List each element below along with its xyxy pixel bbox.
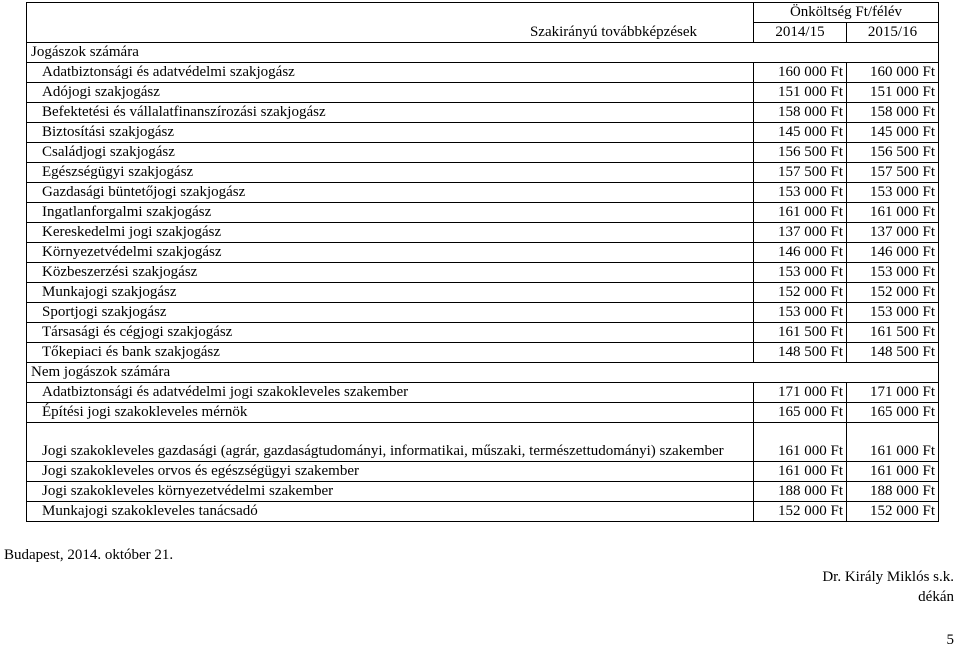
signature-block xyxy=(822,567,954,607)
fee-2014-15-cell: 161 500 Ft xyxy=(754,323,847,343)
table-title: Szakirányú továbbképzések xyxy=(27,23,754,43)
program-name-cell: Ingatlanforgalmi szakjogász xyxy=(27,203,754,223)
program-name-cell: Egészségügyi szakjogász xyxy=(27,163,754,183)
fee-2015-16-cell: 151 000 Ft xyxy=(847,83,939,103)
program-name-cell: Jogi szakokleveles környezetvédelmi szakember xyxy=(27,482,754,502)
fee-2014-15-cell: 146 000 Ft xyxy=(754,243,847,263)
table-row xyxy=(27,263,939,283)
fee-2014-15-cell: 157 500 Ft xyxy=(754,163,847,183)
program-name-cell: Környezetvédelmi szakjogász xyxy=(27,243,754,263)
table-row xyxy=(27,502,939,522)
fee-2015-16-cell: 145 000 Ft xyxy=(847,123,939,143)
fee-2014-15-cell: 161 000 Ft xyxy=(754,423,847,462)
fee-2015-16-cell: 148 500 Ft xyxy=(847,343,939,363)
fee-2014-15-cell: 161 000 Ft xyxy=(754,203,847,223)
fee-2014-15-cell: 152 000 Ft xyxy=(754,283,847,303)
signer-title: dékán xyxy=(918,589,954,605)
page-number: 5 xyxy=(946,632,954,648)
section-header-row xyxy=(27,43,939,63)
fee-2014-15-cell: 156 500 Ft xyxy=(754,143,847,163)
program-name-cell: Adatbiztonsági és adatvédelmi szakjogász xyxy=(27,63,754,83)
fee-2014-15-cell: 152 000 Ft xyxy=(754,502,847,522)
table-row xyxy=(27,423,939,462)
table-row xyxy=(27,462,939,482)
fee-2014-15-cell: 158 000 Ft xyxy=(754,103,847,123)
table-row xyxy=(27,482,939,502)
program-name-cell: Gazdasági büntetőjogi szakjogász xyxy=(27,183,754,203)
fee-2015-16-cell: 146 000 Ft xyxy=(847,243,939,263)
table-row xyxy=(27,123,939,143)
fee-2014-15-cell: 137 000 Ft xyxy=(754,223,847,243)
fee-2015-16-cell: 160 000 Ft xyxy=(847,63,939,83)
fee-2014-15-cell: 151 000 Ft xyxy=(754,83,847,103)
section-header-row xyxy=(27,363,939,383)
program-name-cell: Jogi szakokleveles gazdasági (agrár, gazdaságtudományi, informatikai, műszaki, természettudományi) szakember xyxy=(27,423,754,462)
fee-2014-15-cell: 145 000 Ft xyxy=(754,123,847,143)
program-name-cell: Tőkepiaci és bank szakjogász xyxy=(27,343,754,363)
header-blank-cell xyxy=(27,3,754,23)
program-name-cell: Adójogi szakjogász xyxy=(27,83,754,103)
table-row xyxy=(27,203,939,223)
table-row xyxy=(27,183,939,203)
fee-table xyxy=(26,2,939,522)
table-row xyxy=(27,303,939,323)
cost-header: Önköltség Ft/félév xyxy=(754,3,939,23)
table-row xyxy=(27,343,939,363)
program-name-cell: Befektetési és vállalatfinanszírozási szakjogász xyxy=(27,103,754,123)
fee-2015-16-cell: 156 500 Ft xyxy=(847,143,939,163)
fee-2015-16-cell: 153 000 Ft xyxy=(847,183,939,203)
place-date: Budapest, 2014. október 21. xyxy=(4,547,174,563)
section-title: Nem jogászok számára xyxy=(27,363,939,383)
fee-2015-16-cell: 152 000 Ft xyxy=(847,283,939,303)
table-row xyxy=(27,383,939,403)
program-name-cell: Társasági és cégjogi szakjogász xyxy=(27,323,754,343)
fee-2014-15-cell: 165 000 Ft xyxy=(754,403,847,423)
fee-2014-15-cell: 153 000 Ft xyxy=(754,303,847,323)
fee-2014-15-cell: 160 000 Ft xyxy=(754,63,847,83)
fee-2014-15-cell: 148 500 Ft xyxy=(754,343,847,363)
program-name-cell: Munkajogi szakjogász xyxy=(27,283,754,303)
fee-2015-16-cell: 157 500 Ft xyxy=(847,163,939,183)
table-row xyxy=(27,403,939,423)
fee-2014-15-cell: 153 000 Ft xyxy=(754,183,847,203)
program-name-cell: Kereskedelmi jogi szakjogász xyxy=(27,223,754,243)
table-row xyxy=(27,283,939,303)
fee-2014-15-cell: 171 000 Ft xyxy=(754,383,847,403)
year-header-2014-15: 2014/15 xyxy=(754,23,847,43)
program-name-cell: Munkajogi szakokleveles tanácsadó xyxy=(27,502,754,522)
program-name-cell: Közbeszerzési szakjogász xyxy=(27,263,754,283)
signer-name: Dr. Király Miklós s.k. xyxy=(822,569,954,585)
program-name-cell: Építési jogi szakokleveles mérnök xyxy=(27,403,754,423)
fee-2015-16-cell: 165 000 Ft xyxy=(847,403,939,423)
table-row xyxy=(27,323,939,343)
table-row xyxy=(27,63,939,83)
fee-2014-15-cell: 188 000 Ft xyxy=(754,482,847,502)
section-title: Jogászok számára xyxy=(27,43,939,63)
fee-2014-15-cell: 161 000 Ft xyxy=(754,462,847,482)
fee-2015-16-cell: 158 000 Ft xyxy=(847,103,939,123)
program-name-cell: Adatbiztonsági és adatvédelmi jogi szakokleveles szakember xyxy=(27,383,754,403)
fee-2015-16-cell: 161 000 Ft xyxy=(847,203,939,223)
fee-2015-16-cell: 188 000 Ft xyxy=(847,482,939,502)
fee-2015-16-cell: 137 000 Ft xyxy=(847,223,939,243)
table-row xyxy=(27,223,939,243)
fee-2015-16-cell: 152 000 Ft xyxy=(847,502,939,522)
program-name-cell: Jogi szakokleveles orvos és egészségügyi szakember xyxy=(27,462,754,482)
program-name-cell: Családjogi szakjogász xyxy=(27,143,754,163)
fee-2015-16-cell: 161 000 Ft xyxy=(847,423,939,462)
fee-2015-16-cell: 171 000 Ft xyxy=(847,383,939,403)
fee-2015-16-cell: 153 000 Ft xyxy=(847,303,939,323)
program-name-cell: Biztosítási szakjogász xyxy=(27,123,754,143)
fee-2015-16-cell: 161 000 Ft xyxy=(847,462,939,482)
table-row xyxy=(27,83,939,103)
table-header xyxy=(27,3,939,43)
program-name-cell: Sportjogi szakjogász xyxy=(27,303,754,323)
table-body xyxy=(27,43,939,522)
fee-2015-16-cell: 161 500 Ft xyxy=(847,323,939,343)
table-row xyxy=(27,163,939,183)
table-row xyxy=(27,103,939,123)
table-row xyxy=(27,243,939,263)
fee-2014-15-cell: 153 000 Ft xyxy=(754,263,847,283)
year-header-2015-16: 2015/16 xyxy=(847,23,939,43)
fee-2015-16-cell: 153 000 Ft xyxy=(847,263,939,283)
table-row xyxy=(27,143,939,163)
